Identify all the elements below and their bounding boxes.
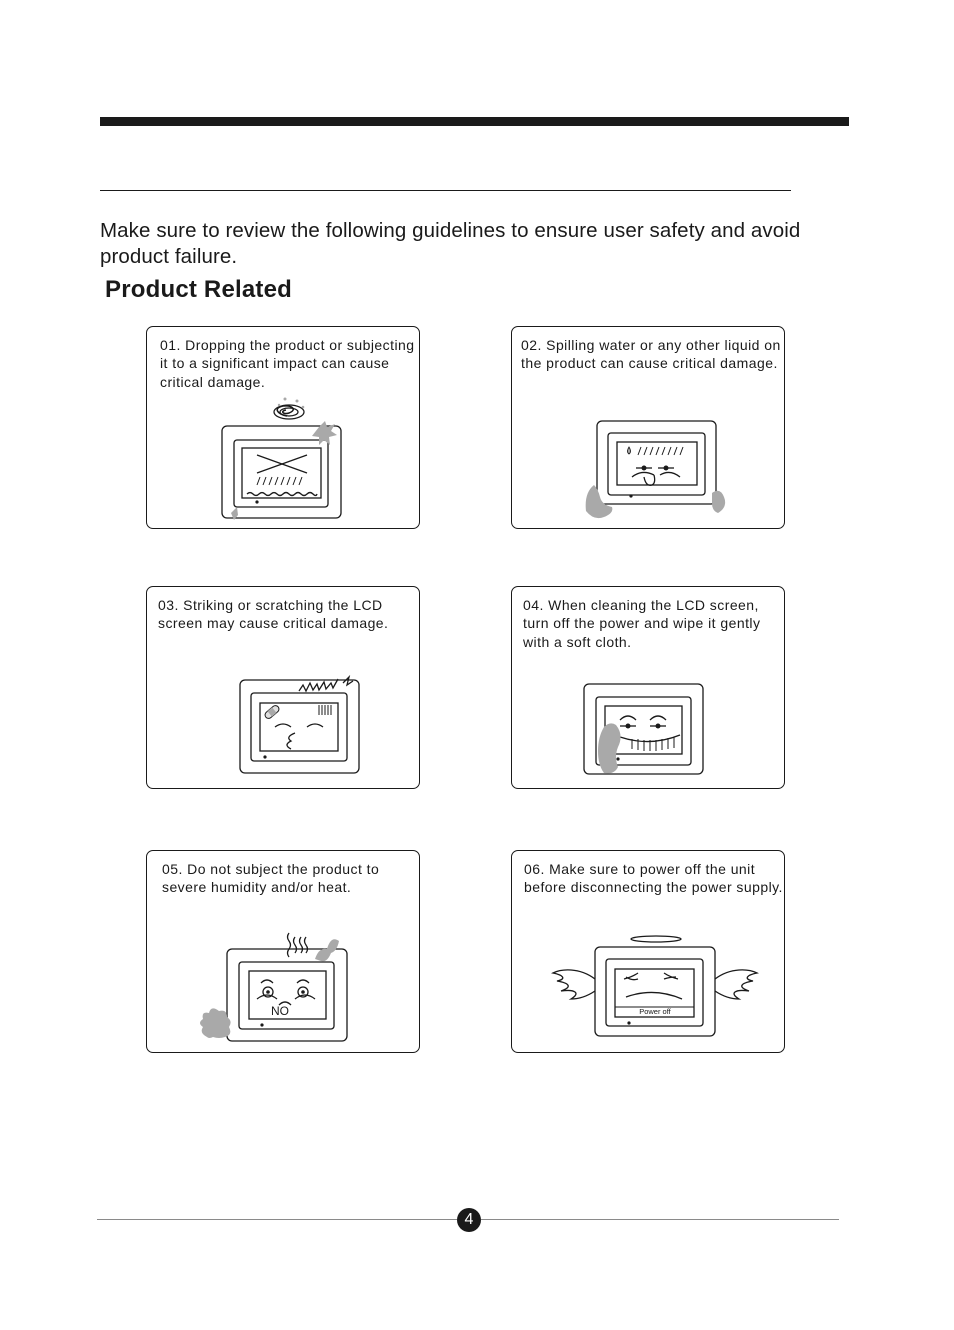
section-title: Product Related [105, 276, 293, 303]
guideline-card-01 [146, 326, 420, 529]
guideline-text: 01. Dropping the product or subjecting it to a significant impact can cause critical damage. [160, 337, 415, 390]
scratched-tv-illustration [147, 587, 421, 790]
humid-tv-illustration [147, 851, 421, 1054]
dropped-tv-illustration [147, 327, 421, 530]
intro-text: Make sure to review the following guidelines to ensure user safety and avoid product failure. [100, 219, 801, 268]
guideline-text: 05. Do not subject the product to severe humidity and/or heat. [162, 861, 380, 896]
footer-rule-right [481, 1219, 839, 1220]
guideline-card-04 [511, 586, 785, 789]
guideline-card-02 [511, 326, 785, 529]
header-bar [100, 117, 849, 126]
guideline-text: 02. Spilling water or any other liquid on the product can cause critical damage. [521, 337, 781, 372]
guideline-card-03 [146, 586, 420, 789]
header-rule [100, 190, 791, 191]
guideline-card-05 [146, 850, 420, 1053]
power-off-tv-illustration [512, 851, 786, 1054]
guideline-text: 03. Striking or scratching the LCD screen may cause critical damage. [158, 597, 389, 632]
cleaning-tv-illustration [512, 587, 786, 790]
guideline-text: 06. Make sure to power off the unit before disconnecting the power supply. [524, 861, 783, 896]
guideline-text: 04. When cleaning the LCD screen, turn off the power and wipe it gently with a soft cloth. [523, 597, 761, 650]
guideline-card-06 [511, 850, 785, 1053]
spill-tv-illustration [512, 327, 786, 530]
screen-label: Power off [639, 1007, 671, 1016]
page-number: 4 [457, 1208, 481, 1232]
footer-rule-left [97, 1219, 457, 1220]
screen-label: NO [271, 1004, 289, 1018]
